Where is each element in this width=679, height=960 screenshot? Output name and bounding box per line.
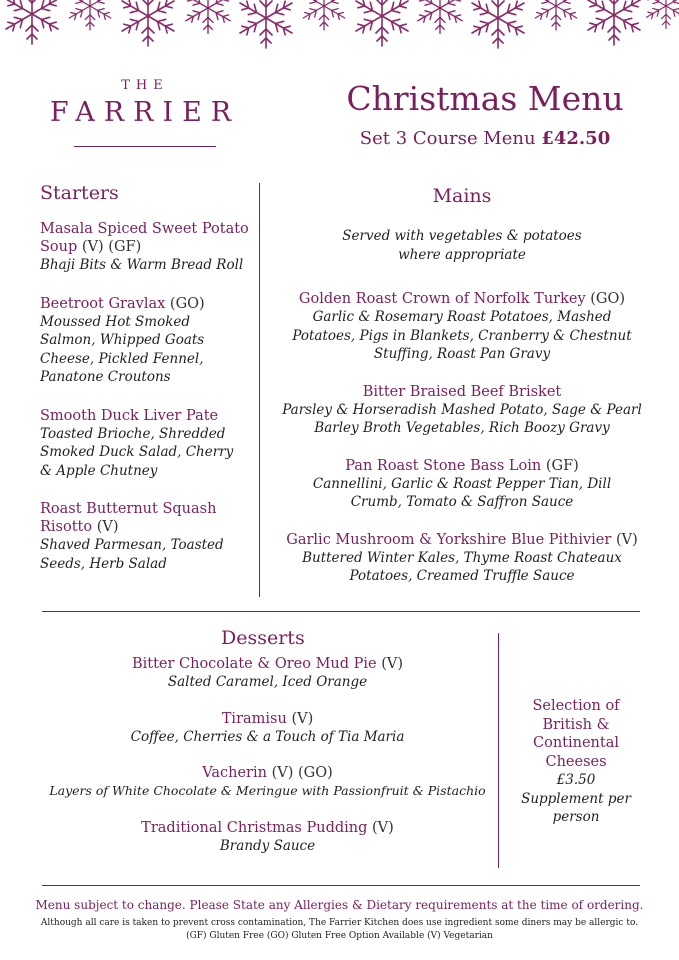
starters-divider (259, 183, 260, 597)
starters-section (40, 182, 255, 593)
dish-name (40, 295, 255, 313)
dish-title: Bitter Braised Beef Brisket (362, 383, 562, 400)
snowflake-icon (119, 0, 177, 46)
dish-description: Bhaji Bits & Warm Bread Roll (40, 257, 244, 273)
dish-tags: (V) (GO) (271, 765, 333, 781)
dish-description: Coffee, Cherries & a Touch of Tia Maria (130, 728, 405, 745)
dish-title: Bitter Chocolate & Oreo Mud Pie (131, 656, 377, 672)
dish-tags: (GO) (169, 295, 205, 312)
dish-title: Garlic Mushroom & Yorkshire Blue Pithivier (286, 531, 612, 548)
dish-name (40, 500, 230, 536)
menu-item (40, 710, 495, 747)
menu-item (40, 220, 255, 275)
menu-item (272, 290, 652, 364)
menu-item (40, 764, 495, 801)
menu-subtitle (330, 128, 640, 149)
footer (20, 898, 659, 943)
dish-title: Roast Butternut Squash Risotto (40, 501, 217, 535)
brand-the: THE (121, 78, 169, 93)
footer-notice: Menu subject to change. Please State any Allergies & Dietary requirements at the time of ordering. (35, 898, 644, 912)
snowflake-icon (585, 0, 643, 45)
snowflake-icon (533, 0, 579, 30)
brand-name: FARRIER (49, 97, 241, 128)
dish-name (40, 710, 495, 728)
dish-description: Layers of White Chocolate & Meringue with Passionfruit & Pistachio (49, 783, 486, 798)
snowflake-icon (469, 0, 527, 48)
dish-name (272, 383, 652, 401)
brand-rule (74, 146, 216, 147)
menu-item (272, 531, 652, 586)
snowflake-icon (67, 0, 113, 30)
menu-item (40, 407, 255, 481)
desserts-divider (498, 633, 499, 868)
dish-title: Beetroot Gravlax (40, 295, 166, 312)
dish-description: Toasted Brioche, Shredded Smoked Duck Salad, Cherry & Apple Chutney (40, 425, 234, 479)
subtitle-text: Set 3 Course Menu (359, 128, 536, 149)
dish-name (40, 655, 495, 673)
dish-tags: (V) (GF) (81, 239, 142, 255)
dish-tags: (V) (381, 656, 404, 672)
desserts-title: Desserts (221, 627, 305, 649)
dish-title: Pan Roast Stone Bass Loin (345, 457, 542, 474)
cheese-name: Selection of British & Continental Cheeses (532, 698, 620, 770)
dish-name (40, 407, 255, 425)
footer-divider (42, 885, 640, 886)
dish-title: Traditional Christmas Pudding (141, 819, 368, 836)
dish-name (40, 220, 255, 256)
menu-item (40, 500, 255, 573)
section-divider (42, 611, 640, 612)
brand-logo (40, 78, 250, 147)
dish-title: Vacherin (202, 765, 267, 781)
mains-title: Mains (432, 185, 492, 207)
title-block (330, 80, 640, 149)
snowflake-icon (353, 0, 411, 46)
menu-title: Christmas Menu (346, 79, 624, 118)
dish-name (40, 819, 495, 837)
dish-tags: (GO) (590, 291, 626, 307)
dish-title: Smooth Duck Liver Pate (40, 407, 219, 424)
dish-name (272, 290, 652, 308)
cheese-supplement: £3.50 Supplement per person (521, 772, 631, 825)
dish-tags: (V) (615, 531, 638, 548)
dish-description: Shaved Parmesan, Toasted Seeds, Herb Salad (40, 537, 224, 572)
dish-title: Tiramisu (221, 710, 287, 727)
desserts-section (40, 627, 495, 873)
starters-title: Starters (40, 182, 119, 204)
snowflake-icon (301, 0, 347, 30)
dish-description: Parsley & Horseradish Mashed Potato, Sage & Pearl Barley Broth Vegetables, Rich Boozy Gravy (282, 401, 642, 436)
menu-item (40, 655, 495, 692)
mains-section (272, 185, 652, 605)
dish-tags: (V) (372, 819, 394, 836)
dish-description: Salted Caramel, Iced Orange (167, 674, 368, 690)
dish-description: Moussed Hot Smoked Salmon, Whipped Goats Cheese, Pickled Fennel, Panatone Croutons (40, 313, 205, 385)
menu-item (40, 819, 495, 856)
dish-name (272, 531, 652, 549)
snowflake-icon (183, 0, 232, 34)
dish-tags: (GF) (545, 457, 579, 474)
dish-tags: (V) (291, 710, 314, 727)
dish-tags: (V) (96, 519, 119, 535)
snowflake-icon (415, 0, 464, 34)
menu-item (272, 457, 652, 512)
dish-description: Buttered Winter Kales, Thyme Roast Chateaux Potatoes, Creamed Truffle Sauce (302, 549, 622, 584)
snowflake-icon (237, 0, 295, 48)
menu-item (40, 295, 255, 387)
footer-allergy-note: Although all care is taken to prevent cross contamination, The Farrier Kitchen does use ingredient some diners may be allergic to. (40, 918, 639, 928)
dish-name (272, 457, 652, 475)
snowflake-icon (644, 0, 679, 29)
menu-item (272, 383, 652, 438)
menu-price: £42.50 (541, 128, 611, 149)
dish-description: Garlic & Rosemary Roast Potatoes, Mashed Potatoes, Pigs in Blankets, Cranberry & Chestnut Stuffing, Roast Pan Gravy (292, 309, 632, 362)
snowflake-icon (3, 0, 61, 44)
dish-name (40, 764, 495, 782)
snowflake-border (0, 0, 679, 50)
cheese-option (510, 697, 642, 827)
footer-legend: (GF) Gluten Free (GO) Gluten Free Option Available (V) Vegetarian (186, 931, 493, 941)
dish-description: Cannellini, Garlic & Roast Pepper Tian, Dill Crumb, Tomato & Saffron Sauce (312, 475, 612, 510)
dish-title: Golden Roast Crown of Norfolk Turkey (298, 291, 586, 307)
mains-note: Served with vegetables & potatoes where appropriate (342, 228, 582, 263)
dish-description: Brandy Sauce (219, 837, 316, 854)
dish-title: Masala Spiced Sweet Potato Soup (40, 221, 249, 255)
